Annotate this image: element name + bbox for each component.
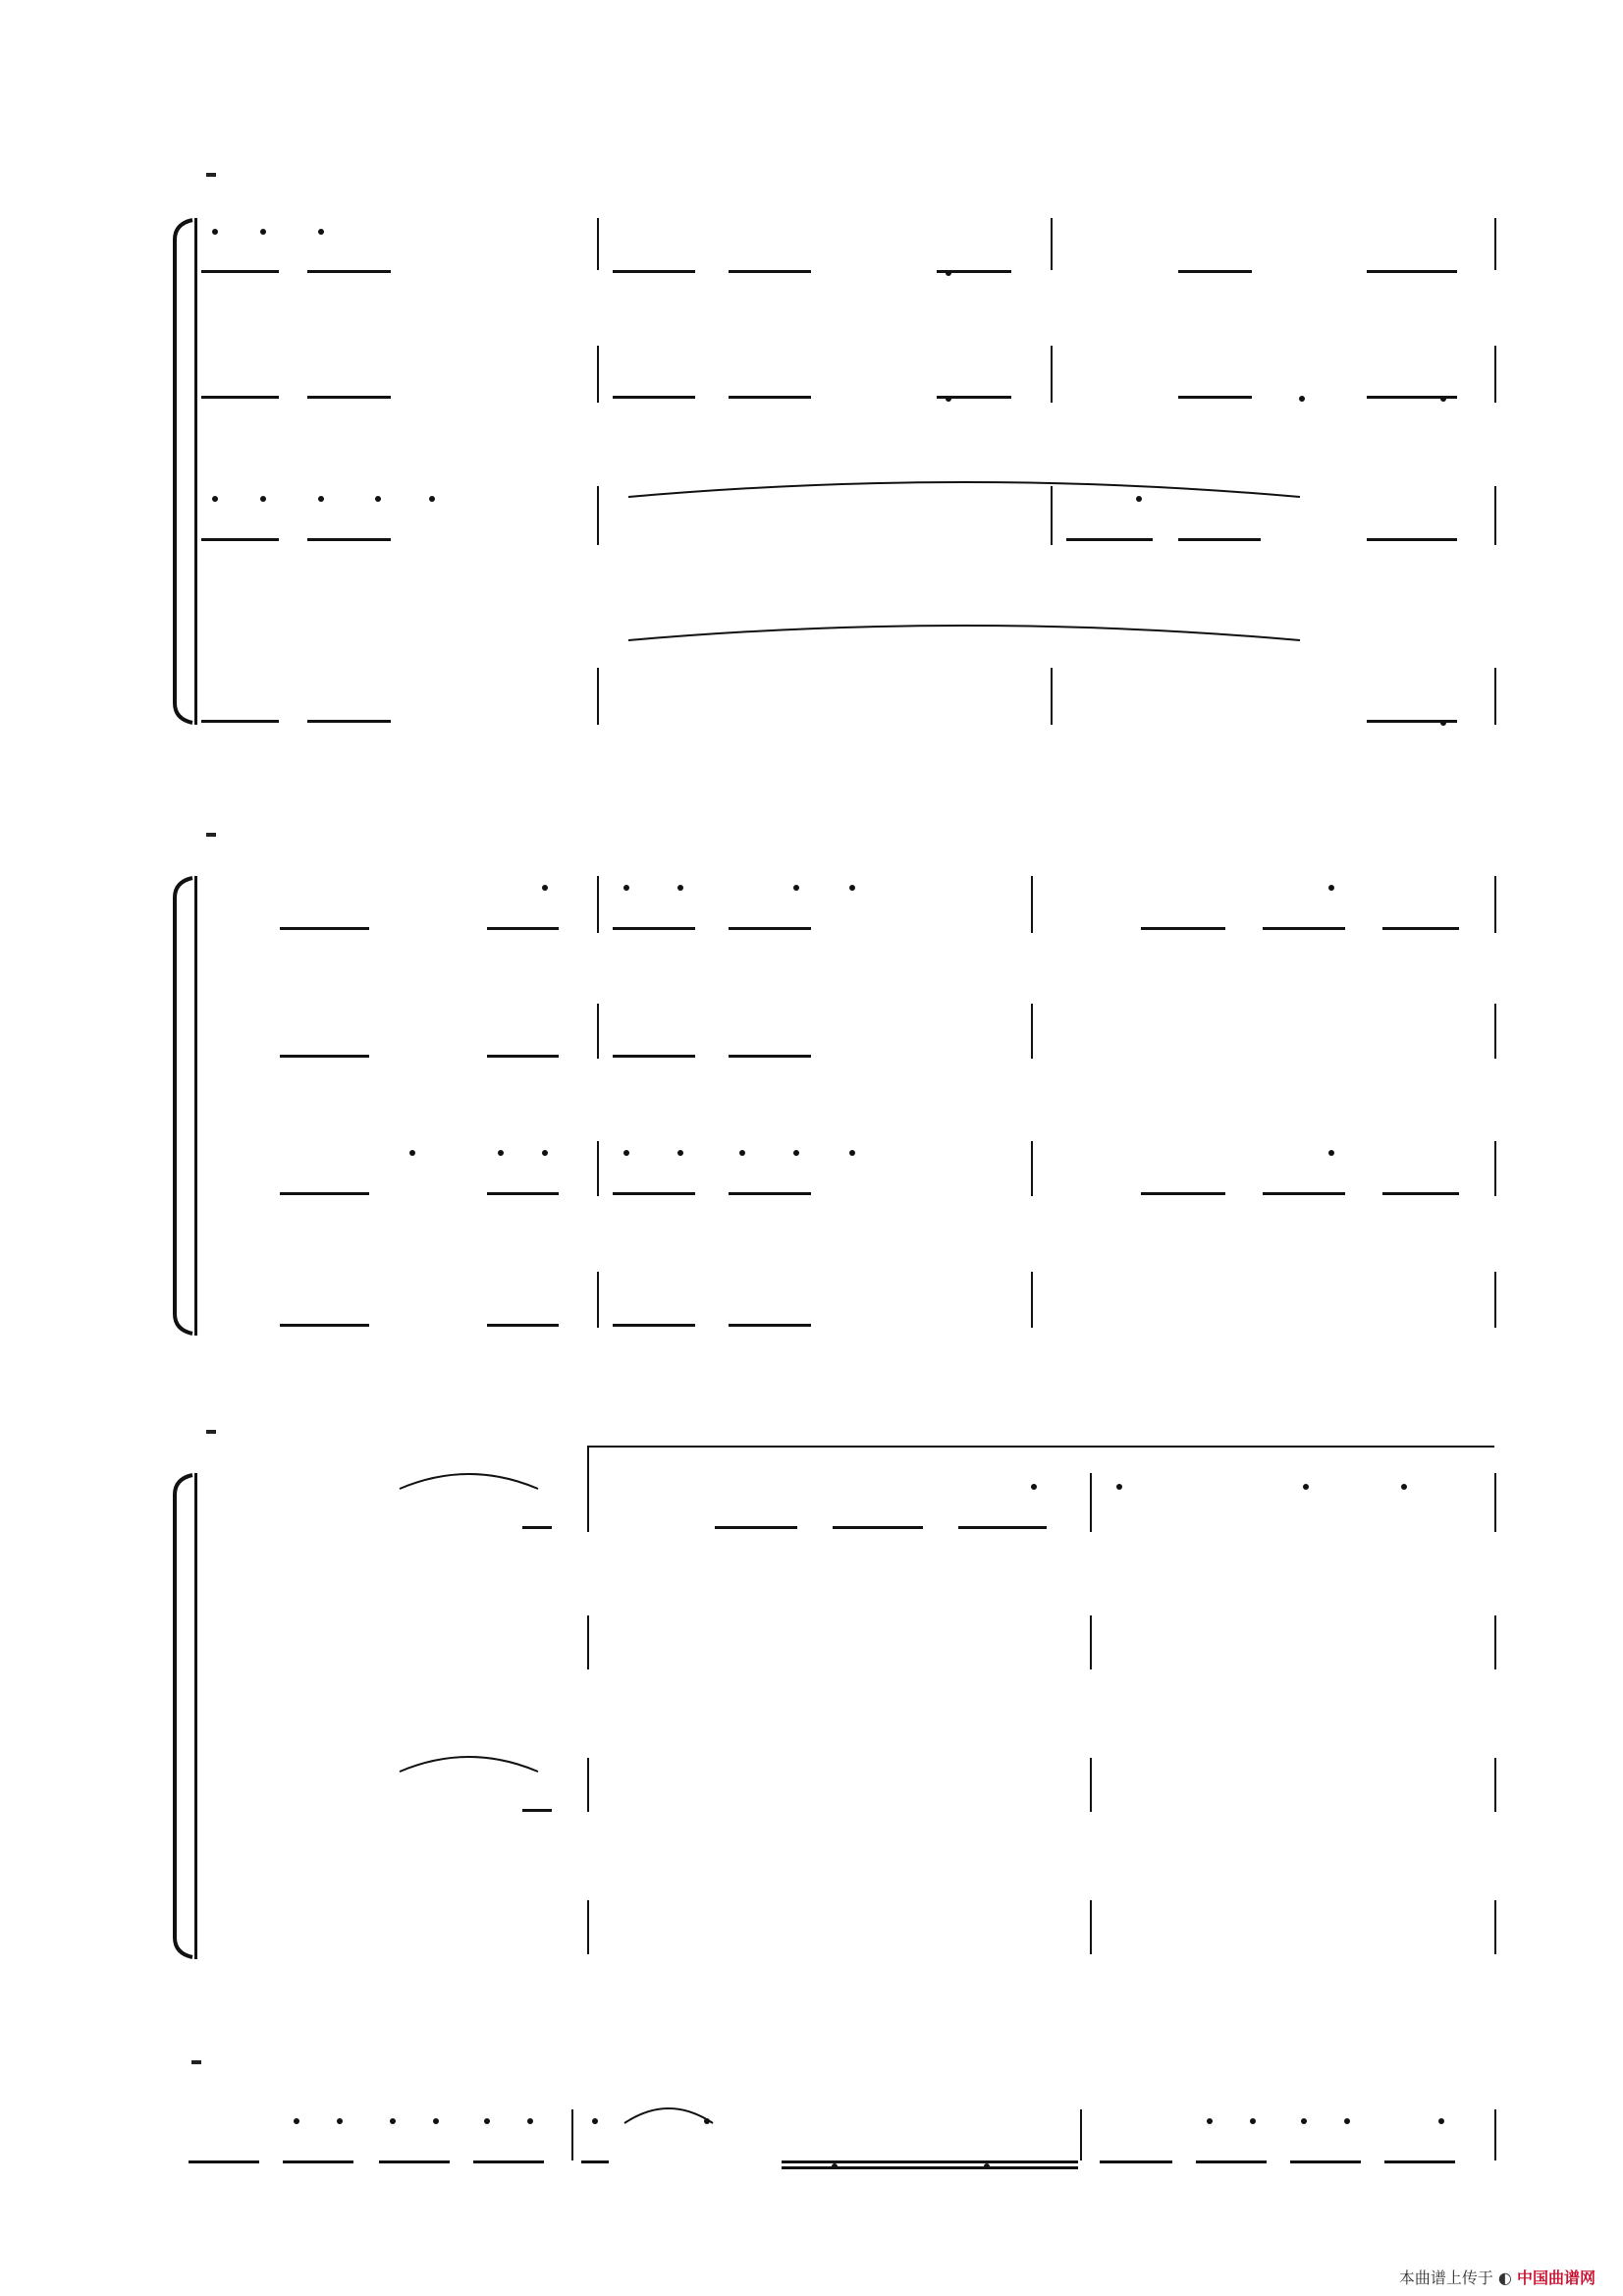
octave-dot xyxy=(1299,396,1305,402)
octave-dot xyxy=(1440,720,1446,726)
footer-brand: 中国曲谱网 xyxy=(1516,2269,1596,2287)
octave-dot xyxy=(212,229,218,235)
octave-dot xyxy=(429,496,435,502)
octave-dot xyxy=(677,885,683,891)
beam-underline xyxy=(487,927,559,930)
barline xyxy=(1494,1272,1496,1328)
octave-dot xyxy=(260,229,266,235)
beam-underline xyxy=(307,396,391,399)
beam-underline xyxy=(1263,1192,1345,1195)
slur xyxy=(622,2098,715,2127)
volta-bracket xyxy=(587,1446,1494,1448)
octave-dot xyxy=(1440,396,1446,402)
barline xyxy=(1080,2109,1082,2160)
barline xyxy=(597,668,599,725)
volta-bracket xyxy=(587,1446,589,1473)
barline xyxy=(1031,1141,1033,1196)
beam-underline xyxy=(280,1324,369,1327)
beam-underline xyxy=(1382,927,1459,930)
beam-underline xyxy=(833,1526,923,1529)
slur xyxy=(398,1463,540,1493)
octave-dot xyxy=(946,396,951,402)
octave-dot xyxy=(1328,1150,1334,1156)
octave-dot xyxy=(527,2118,533,2124)
beam-underline xyxy=(487,1055,559,1058)
octave-dot xyxy=(1328,885,1334,891)
octave-dot xyxy=(623,1150,629,1156)
octave-dot xyxy=(409,1150,415,1156)
barline xyxy=(1090,1900,1092,1954)
barline xyxy=(1051,668,1053,725)
barline xyxy=(1494,1141,1496,1196)
beam-underline xyxy=(1290,2160,1361,2163)
octave-dot xyxy=(623,885,629,891)
beam-underline xyxy=(613,396,695,399)
octave-dot xyxy=(433,2118,439,2124)
barline xyxy=(1494,218,1496,270)
octave-dot xyxy=(1344,2118,1350,2124)
octave-dot xyxy=(592,2118,598,2124)
barline xyxy=(587,1758,589,1812)
octave-dot xyxy=(498,1150,504,1156)
beam-underline xyxy=(1141,1192,1225,1195)
barline xyxy=(597,486,599,545)
beam-underline xyxy=(1066,538,1153,541)
octave-dot xyxy=(1031,1484,1037,1490)
octave-dot xyxy=(677,1150,683,1156)
slur xyxy=(626,471,1302,501)
beam-underline xyxy=(782,2166,1078,2169)
barline xyxy=(1090,1615,1092,1669)
beam-underline xyxy=(522,1526,552,1529)
beam-underline xyxy=(280,1192,369,1195)
beam-underline xyxy=(715,1526,797,1529)
slur xyxy=(626,615,1302,644)
beam-underline xyxy=(1367,538,1457,541)
octave-dot xyxy=(793,885,799,891)
octave-dot xyxy=(1438,2118,1444,2124)
beam-underline xyxy=(613,270,695,273)
octave-dot xyxy=(337,2118,343,2124)
beam-underline xyxy=(782,2160,1078,2163)
slur xyxy=(398,1746,540,1776)
measure-number xyxy=(206,833,216,837)
beam-underline xyxy=(1100,2160,1172,2163)
beam-underline xyxy=(201,538,279,541)
beam-underline xyxy=(201,720,279,723)
barline xyxy=(1494,1900,1496,1954)
measure-number xyxy=(206,1430,216,1434)
beam-underline xyxy=(729,927,811,930)
beam-underline xyxy=(1178,538,1261,541)
octave-dot xyxy=(1250,2118,1256,2124)
octave-dot xyxy=(849,885,855,891)
beam-underline xyxy=(1263,927,1345,930)
beam-underline xyxy=(1178,270,1252,273)
octave-dot xyxy=(542,885,548,891)
footer-logo-icon: ◐ xyxy=(1497,2269,1512,2287)
barline xyxy=(571,2109,573,2160)
system-line xyxy=(194,218,197,725)
barline xyxy=(1051,346,1053,403)
beam-underline xyxy=(1367,270,1457,273)
barline xyxy=(597,218,599,270)
beam-underline xyxy=(280,927,369,930)
beam-underline xyxy=(729,1324,811,1327)
octave-dot xyxy=(739,1150,745,1156)
barline xyxy=(597,1004,599,1059)
octave-dot xyxy=(318,496,324,502)
beam-underline xyxy=(729,396,811,399)
beam-underline xyxy=(1196,2160,1267,2163)
octave-dot xyxy=(260,496,266,502)
beam-underline xyxy=(307,720,391,723)
measure-number xyxy=(206,173,216,177)
beam-underline xyxy=(729,270,811,273)
octave-dot xyxy=(849,1150,855,1156)
system-line xyxy=(194,876,197,1336)
octave-dot xyxy=(294,2118,299,2124)
beam-underline xyxy=(613,1192,695,1195)
barline xyxy=(1031,1272,1033,1328)
barline xyxy=(1494,876,1496,933)
beam-underline xyxy=(613,1055,695,1058)
beam-underline xyxy=(522,1809,552,1812)
barline xyxy=(1494,2109,1496,2160)
beam-underline xyxy=(729,1192,811,1195)
beam-underline xyxy=(958,1526,1047,1529)
beam-underline xyxy=(937,270,1011,273)
barline xyxy=(1494,1615,1496,1669)
barline xyxy=(597,1141,599,1196)
octave-dot xyxy=(1207,2118,1213,2124)
octave-dot xyxy=(484,2118,490,2124)
barline xyxy=(1031,876,1033,933)
octave-dot xyxy=(318,229,324,235)
barline xyxy=(1494,668,1496,725)
barline xyxy=(1090,1758,1092,1812)
barline xyxy=(1051,218,1053,270)
beam-underline xyxy=(283,2160,353,2163)
beam-underline xyxy=(487,1192,559,1195)
beam-underline xyxy=(201,270,279,273)
barline xyxy=(587,1473,589,1532)
barline xyxy=(587,1900,589,1954)
footer-text: 本曲谱上传于 xyxy=(1398,2269,1493,2287)
octave-dot xyxy=(1116,1484,1122,1490)
octave-dot xyxy=(1401,1484,1407,1490)
beam-underline xyxy=(201,396,279,399)
beam-underline xyxy=(189,2160,259,2163)
octave-dot xyxy=(1301,2118,1307,2124)
beam-underline xyxy=(613,1324,695,1327)
barline xyxy=(1494,486,1496,545)
octave-dot xyxy=(375,496,381,502)
barline xyxy=(1494,1004,1496,1059)
barline xyxy=(1090,1473,1092,1532)
beam-underline xyxy=(307,270,391,273)
beam-underline xyxy=(613,927,695,930)
beam-underline xyxy=(581,2160,609,2163)
beam-underline xyxy=(1382,1192,1459,1195)
octave-dot xyxy=(390,2118,396,2124)
barline xyxy=(597,1272,599,1328)
barline xyxy=(1494,1758,1496,1812)
system-line xyxy=(194,1473,197,1959)
beam-underline xyxy=(487,1324,559,1327)
barline xyxy=(1494,1473,1496,1532)
barline xyxy=(1031,1004,1033,1059)
beam-underline xyxy=(729,1055,811,1058)
octave-dot xyxy=(542,1150,548,1156)
footer-credit xyxy=(1399,2266,1596,2288)
beam-underline xyxy=(473,2160,544,2163)
beam-underline xyxy=(1384,2160,1455,2163)
octave-dot xyxy=(1303,1484,1309,1490)
barline xyxy=(597,876,599,933)
beam-underline xyxy=(1141,927,1225,930)
octave-dot xyxy=(793,1150,799,1156)
measure-number xyxy=(191,2060,201,2064)
octave-dot xyxy=(212,496,218,502)
barline xyxy=(587,1615,589,1669)
beam-underline xyxy=(280,1055,369,1058)
beam-underline xyxy=(379,2160,450,2163)
barline xyxy=(597,346,599,403)
beam-underline xyxy=(1178,396,1252,399)
beam-underline xyxy=(307,538,391,541)
barline xyxy=(1494,346,1496,403)
